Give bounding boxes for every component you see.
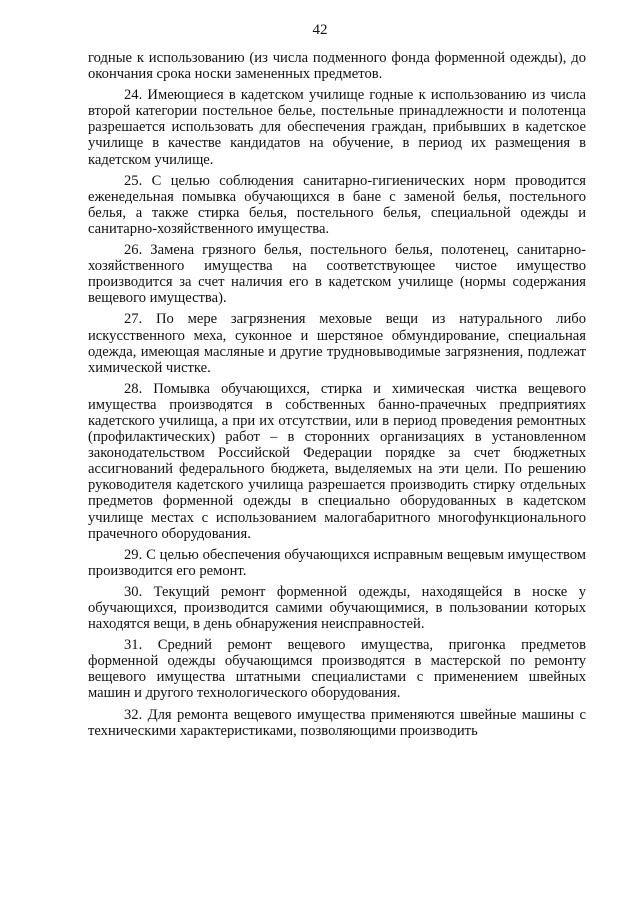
paragraph-24: 24. Имеющиеся в кадетском училище годные к использованию из числа второй категории постельное белье, постельные принадлежности и полотенца разрешается использовать для обеспечения граждан, прибывших в кадетское училище в качестве кандидатов на обучение, в период их размещения в кадетском училище. xyxy=(88,87,586,168)
paragraph-31: 31. Средний ремонт вещевого имущества, пригонка предметов форменной одежды обучающимся производятся в мастерской по ремонту вещевого имущества штатными специалистами с применением швейных машин и другого технологического оборудования. xyxy=(88,637,586,702)
document-body xyxy=(88,50,586,739)
paragraph-25: 25. С целью соблюдения санитарно-гигиенических норм проводится еженедельная помывка обучающихся в бане с заменой белья, постельного белья, а также стирка белья, постельного белья, специальной одежды и санитарно-хозяйственного имущества. xyxy=(88,172,586,237)
paragraph-26: 26. Замена грязного белья, постельного белья, полотенец, санитарно-хозяйственного имущества на соответствующее чистое имущество производится за счет наличия его в кадетском училище (нормы содержания вещевого имущества). xyxy=(88,242,586,307)
paragraph-29: 29. С целью обеспечения обучающихся исправным вещевым имуществом производится его ремонт. xyxy=(88,546,586,579)
paragraph-28: 28. Помывка обучающихся, стирка и химическая чистка вещевого имущества производятся в собственных банно-прачечных предприятиях кадетского училища, а при их отсутствии, или в период проведения ремонтных (профилактических) работ – в сторонних организациях в установленном законодательством Российской Федерации порядке за счет бюджетных ассигнований федерального бюджета, выделяемых на эти цели. По решению руководителя кадетского училища разрешается производить стирку отдельных предметов форменной одежды в специально оборудованных в кадетском училище местах с использованием малогабаритного многофункционального прачечного оборудования. xyxy=(88,380,586,542)
paragraph-27: 27. По мере загрязнения меховые вещи из натурального либо искусственного меха, суконное и шерстяное обмундирование, специальная одежда, имеющая масляные и другие трудновыводимые загрязнения, подлежат химической чистке. xyxy=(88,311,586,376)
page-number: 42 xyxy=(312,22,328,38)
paragraph-continuation: годные к использованию (из числа подменного фонда форменной одежды), до окончания срока носки замененных предметов. xyxy=(88,50,586,83)
paragraph-32: 32. Для ремонта вещевого имущества применяются швейные машины с техническими характеристиками, позволяющими производить xyxy=(88,706,586,739)
paragraph-30: 30. Текущий ремонт форменной одежды, находящейся в носке у обучающихся, производится самими обучающимися, в пользовании которых находятся вещи, в день обнаружения неисправностей. xyxy=(88,583,586,633)
